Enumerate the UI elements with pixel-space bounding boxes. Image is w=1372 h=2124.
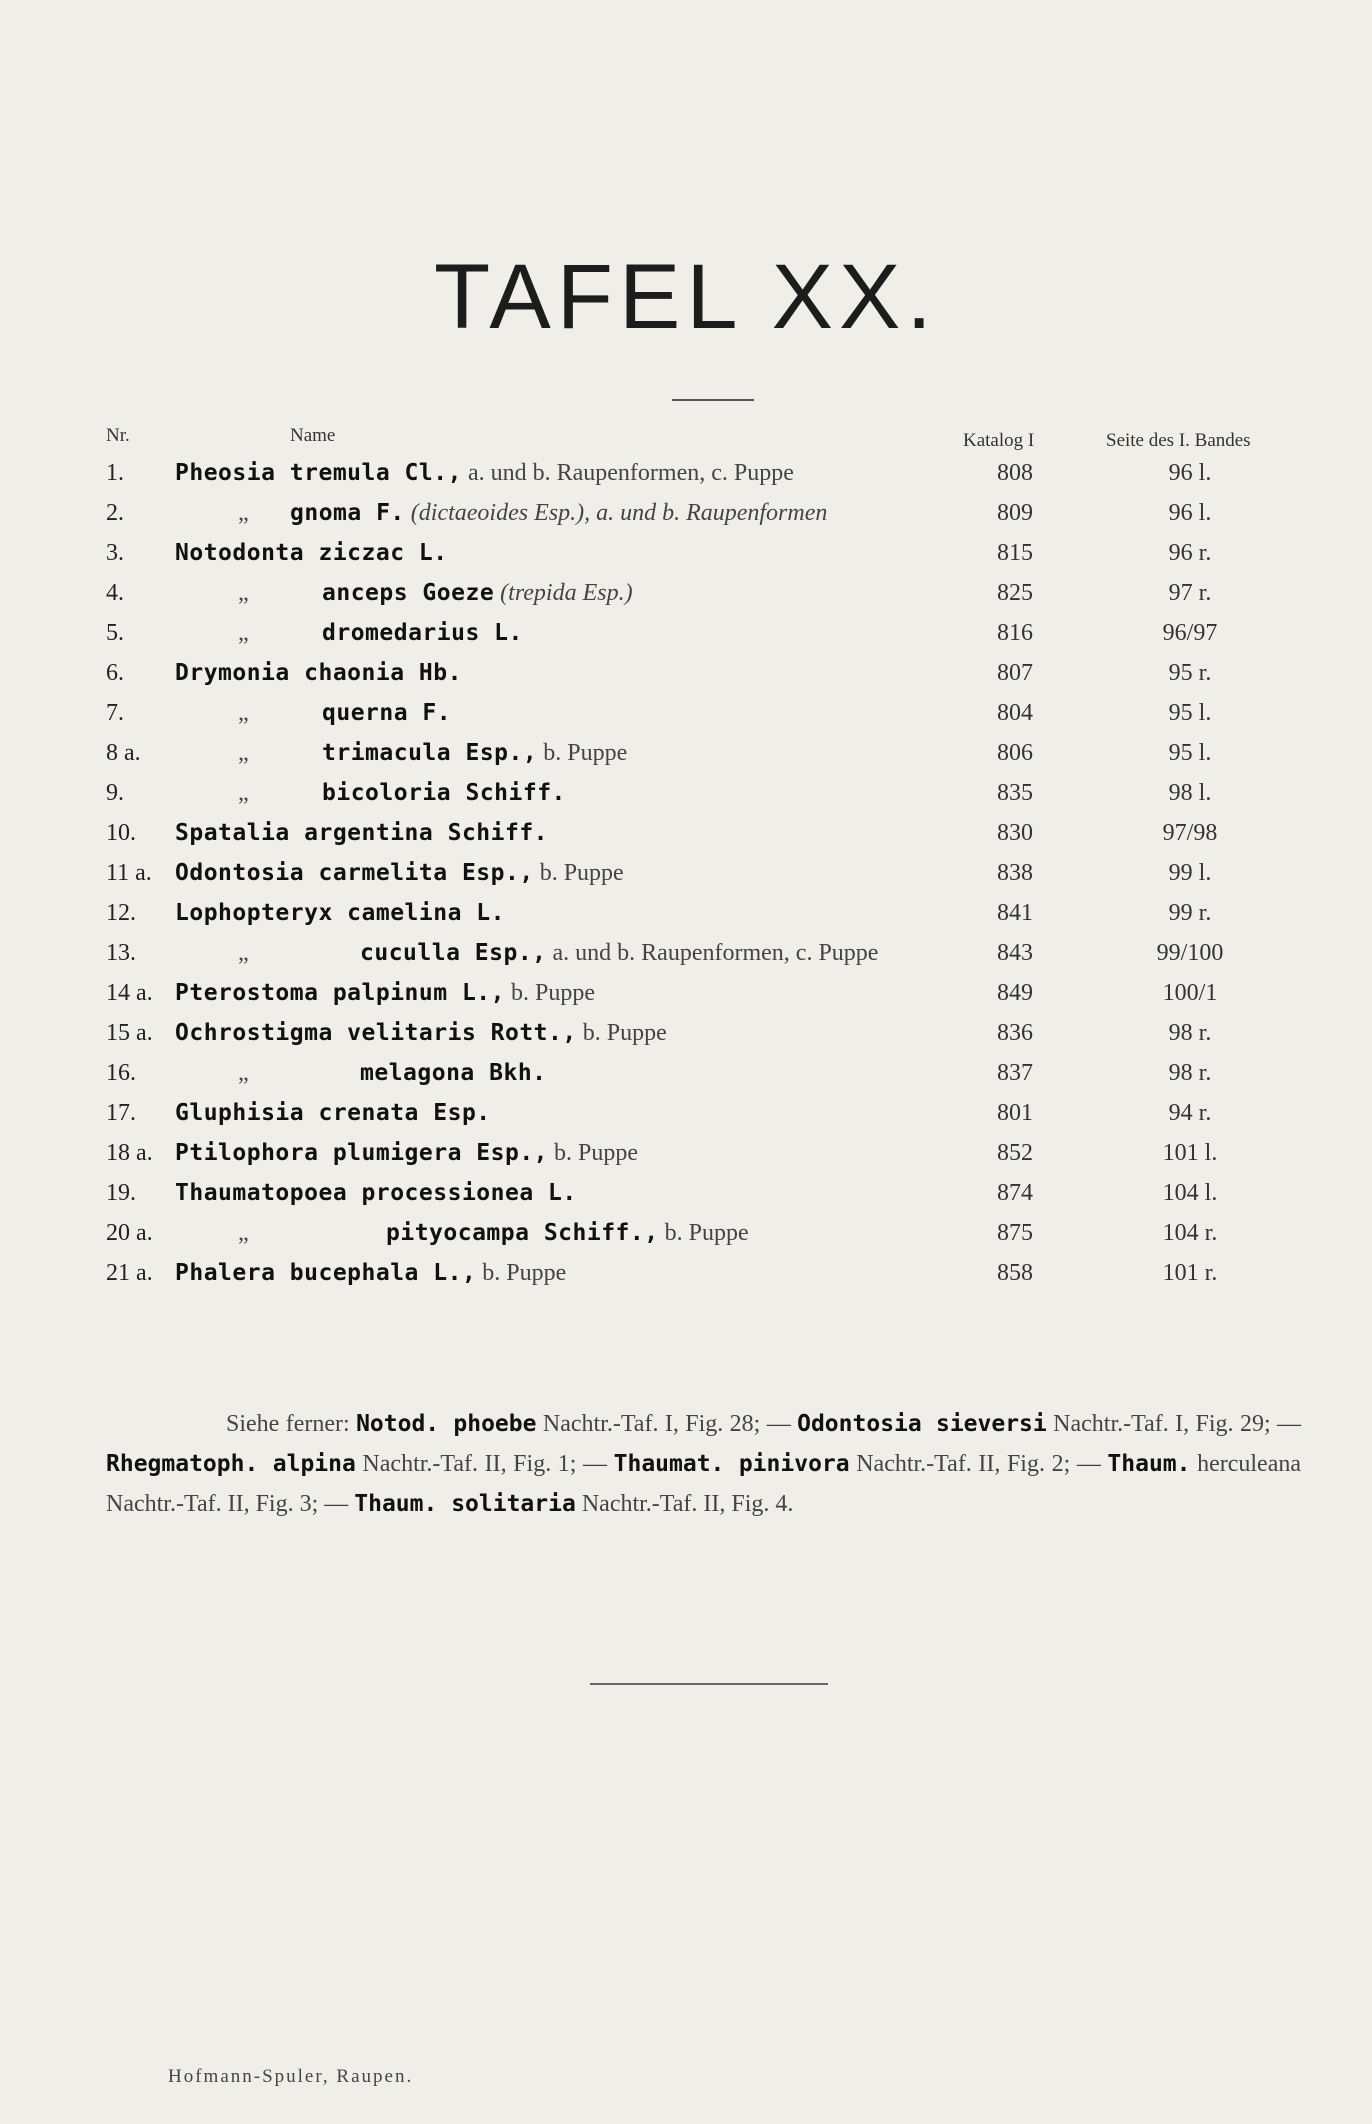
page-reference: 100/1 xyxy=(1162,980,1218,1006)
row-entry xyxy=(175,1020,667,1047)
row-number: 4. xyxy=(106,580,124,606)
row-number: 3. xyxy=(106,540,124,566)
header-nr: Nr. xyxy=(106,425,130,446)
row-number: 20 a. xyxy=(106,1220,153,1246)
katalog-number: 838 xyxy=(997,860,1033,886)
species-name: melagona Bkh. xyxy=(360,1060,547,1086)
table-row xyxy=(0,1060,1372,1100)
species-name: Thaumatopoea processionea L. xyxy=(175,1180,577,1206)
katalog-number: 806 xyxy=(997,740,1033,766)
page-title: TAFEL XX. xyxy=(434,246,938,348)
row-entry xyxy=(175,860,624,887)
row-entry xyxy=(175,660,462,687)
katalog-number: 852 xyxy=(997,1140,1033,1166)
table-row xyxy=(0,860,1372,900)
katalog-number: 874 xyxy=(997,1180,1033,1206)
page-reference: 98 l. xyxy=(1168,780,1212,806)
katalog-number: 836 xyxy=(997,1020,1033,1046)
row-number: 7. xyxy=(106,700,124,726)
katalog-number: 830 xyxy=(997,820,1033,846)
species-name: anceps Goeze xyxy=(322,580,495,606)
species-details: a. und b. Raupenformen, c. Puppe xyxy=(546,940,879,966)
row-number: 21 a. xyxy=(106,1260,153,1286)
title-divider xyxy=(672,399,754,401)
katalog-number: 816 xyxy=(997,620,1033,646)
table-row xyxy=(0,660,1372,700)
katalog-number: 837 xyxy=(997,1060,1033,1086)
species-name: Gluphisia crenata Esp. xyxy=(175,1100,491,1126)
row-number: 12. xyxy=(106,900,136,926)
species-details: b. Puppe xyxy=(548,1140,639,1166)
species-name: Notodonta ziczac L. xyxy=(175,540,448,566)
page-reference: 95 l. xyxy=(1168,700,1212,726)
page-reference: 97 r. xyxy=(1168,580,1212,606)
species-name: dromedarius L. xyxy=(322,620,523,646)
species-details: a. und b. Raupenformen, c. Puppe xyxy=(461,460,794,486)
page-reference: 99/100 xyxy=(1156,940,1224,966)
header-seite: Seite des I. Bandes xyxy=(1106,430,1251,451)
see-also-note: Siehe ferner: Notod. phoebe Nachtr.-Taf. I, Fig. 28; — Odontosia sieversi Nachtr.-Taf. I, Fig. 29; — Rhegmatoph. alpina Nachtr.-Taf. II, Fig. 1; — Thaumat. pinivora Nachtr.-Taf. II, Fig. 2; — Thaum. herculeana Nachtr.-Taf. II, Fig. 3; — Thaum. solitaria Nachtr.-Taf. II, Fig. 4. xyxy=(106,1411,1302,1517)
table-row xyxy=(0,780,1372,820)
ditto-mark: „ xyxy=(238,620,249,646)
species-details: b. Puppe xyxy=(476,1260,567,1286)
table-row xyxy=(0,1020,1372,1060)
ditto-mark: „ xyxy=(238,500,249,526)
row-entry xyxy=(175,1260,566,1287)
note-species: Notod. phoebe xyxy=(356,1411,537,1437)
species-details: b. Puppe xyxy=(533,860,624,886)
table-row xyxy=(0,620,1372,660)
page-reference: 99 l. xyxy=(1168,860,1212,886)
katalog-number: 849 xyxy=(997,980,1033,1006)
row-entry xyxy=(175,1180,577,1207)
row-number: 1. xyxy=(106,460,124,486)
row-entry xyxy=(360,1060,547,1087)
species-name: Lophopteryx camelina L. xyxy=(175,900,505,926)
row-number: 6. xyxy=(106,660,124,686)
row-entry xyxy=(175,820,548,847)
row-entry xyxy=(175,460,794,487)
bottom-divider xyxy=(590,1683,828,1685)
table-row xyxy=(0,700,1372,740)
table-row xyxy=(0,940,1372,980)
footer-credit: Hofmann-Spuler, Raupen. xyxy=(168,2066,414,2087)
row-entry xyxy=(322,780,566,807)
table-row xyxy=(0,900,1372,940)
page-reference: 104 r. xyxy=(1162,1220,1218,1246)
ditto-mark: „ xyxy=(238,740,249,766)
katalog-number: 807 xyxy=(997,660,1033,686)
table-row xyxy=(0,980,1372,1020)
page-reference: 101 l. xyxy=(1162,1140,1218,1166)
page-reference: 98 r. xyxy=(1168,1020,1212,1046)
species-name: Spatalia argentina Schiff. xyxy=(175,820,549,846)
table-row xyxy=(0,1100,1372,1140)
row-entry xyxy=(175,1100,491,1127)
katalog-number: 808 xyxy=(997,460,1033,486)
row-number: 17. xyxy=(106,1100,136,1126)
table-row xyxy=(0,460,1372,500)
ditto-mark: „ xyxy=(238,940,249,966)
page-reference: 99 r. xyxy=(1168,900,1212,926)
row-number: 10. xyxy=(106,820,136,846)
row-number: 13. xyxy=(106,940,136,966)
ditto-mark: „ xyxy=(238,580,249,606)
row-entry xyxy=(322,700,451,727)
row-entry xyxy=(322,740,627,767)
ditto-mark: „ xyxy=(238,780,249,806)
species-details: b. Puppe xyxy=(537,740,628,766)
note-species: Thaumat. pinivora xyxy=(613,1451,850,1477)
row-number: 19. xyxy=(106,1180,136,1206)
katalog-number: 809 xyxy=(997,500,1033,526)
page-reference: 96 l. xyxy=(1168,460,1212,486)
page-reference: 98 r. xyxy=(1168,1060,1212,1086)
table-row xyxy=(0,500,1372,540)
species-details: (dictaeoides Esp.), a. und b. Raupenformen xyxy=(404,500,828,526)
header-katalog: Katalog I xyxy=(963,430,1035,451)
species-details: (trepida Esp.) xyxy=(494,580,633,606)
row-entry xyxy=(360,940,878,967)
species-details: b. Puppe xyxy=(658,1220,749,1246)
note-species: Thaum. solitaria xyxy=(354,1491,576,1517)
row-entry xyxy=(322,580,633,607)
species-name: Pheosia tremula Cl., xyxy=(175,460,462,486)
species-name: Ptilophora plumigera Esp., xyxy=(175,1140,549,1166)
page-reference: 101 r. xyxy=(1162,1260,1218,1286)
table-row xyxy=(0,580,1372,620)
row-number: 16. xyxy=(106,1060,136,1086)
row-number: 5. xyxy=(106,620,124,646)
row-entry xyxy=(175,900,505,927)
row-number: 8 a. xyxy=(106,740,141,766)
row-number: 9. xyxy=(106,780,124,806)
page-reference: 96 l. xyxy=(1168,500,1212,526)
page-reference: 97/98 xyxy=(1162,820,1218,846)
row-number: 14 a. xyxy=(106,980,153,1006)
page-reference: 94 r. xyxy=(1168,1100,1212,1126)
species-details: b. Puppe xyxy=(576,1020,667,1046)
table-row xyxy=(0,1140,1372,1180)
row-entry xyxy=(175,540,448,567)
row-entry xyxy=(175,1140,638,1167)
page-reference: 95 l. xyxy=(1168,740,1212,766)
note-species: Rhegmatoph. alpina xyxy=(106,1451,356,1477)
table-row xyxy=(0,820,1372,860)
katalog-number: 875 xyxy=(997,1220,1033,1246)
row-number: 15 a. xyxy=(106,1020,153,1046)
page-reference: 96/97 xyxy=(1162,620,1218,646)
species-name: querna F. xyxy=(322,700,452,726)
katalog-number: 804 xyxy=(997,700,1033,726)
species-name: Odontosia carmelita Esp., xyxy=(175,860,534,886)
row-entry xyxy=(175,980,595,1007)
species-name: Ochrostigma velitaris Rott., xyxy=(175,1020,577,1046)
katalog-number: 858 xyxy=(997,1260,1033,1286)
row-number: 18 a. xyxy=(106,1140,153,1166)
table-row xyxy=(0,1260,1372,1300)
table-row xyxy=(0,1180,1372,1220)
katalog-number: 841 xyxy=(997,900,1033,926)
katalog-number: 843 xyxy=(997,940,1033,966)
note-species: Odontosia sieversi xyxy=(797,1411,1047,1437)
species-name: cucullа Esp., xyxy=(360,940,547,966)
table-row xyxy=(0,740,1372,780)
ditto-mark: „ xyxy=(238,1060,249,1086)
species-name: Drymonia chaonia Hb. xyxy=(175,660,462,686)
katalog-number: 835 xyxy=(997,780,1033,806)
header-name: Name xyxy=(290,425,336,446)
row-entry xyxy=(290,500,827,527)
table-row xyxy=(0,540,1372,580)
species-name: bicoloria Schiff. xyxy=(322,780,566,806)
table-row xyxy=(0,1220,1372,1260)
species-name: pityocampa Schiff., xyxy=(386,1220,659,1246)
row-entry xyxy=(322,620,523,647)
row-entry xyxy=(386,1220,749,1247)
ditto-mark: „ xyxy=(238,700,249,726)
katalog-number: 825 xyxy=(997,580,1033,606)
katalog-number: 815 xyxy=(997,540,1033,566)
katalog-number: 801 xyxy=(997,1100,1033,1126)
species-name: gnoma F. xyxy=(290,500,405,526)
species-name: Phalera bucephala L., xyxy=(175,1260,477,1286)
species-details: b. Puppe xyxy=(505,980,595,1006)
page-reference: 95 r. xyxy=(1168,660,1212,686)
note-species: Thaum. xyxy=(1107,1451,1191,1477)
page-reference: 96 r. xyxy=(1168,540,1212,566)
species-name: Pterostoma palpinum L., xyxy=(175,980,505,1006)
page-reference: 104 l. xyxy=(1162,1180,1218,1206)
ditto-mark: „ xyxy=(238,1220,249,1246)
row-number: 2. xyxy=(106,500,124,526)
species-name: trimacula Esp., xyxy=(322,740,538,766)
row-number: 11 a. xyxy=(106,860,152,886)
